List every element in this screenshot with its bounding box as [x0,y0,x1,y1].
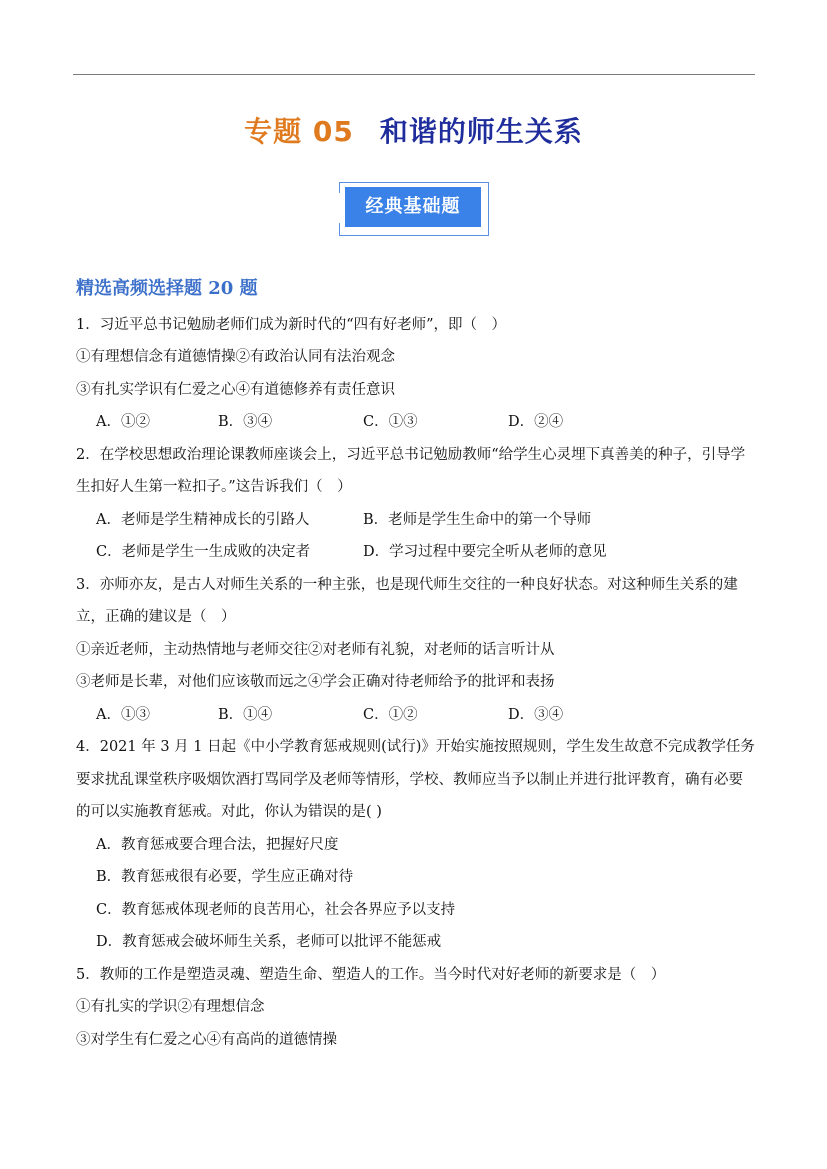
question-4-option-b: B．教育惩戒很有必要，学生应正确对待 [96,869,354,885]
question-4-stem-line-3: 的可以实施教育惩戒。对此，你认为错误的是( ) [76,804,382,820]
question-3-stem-line-2: 立，正确的建议是（ ） [76,609,236,625]
question-2-option-a: A．老师是学生精神成长的引路人 [96,512,310,528]
badge-label: 经典基础题 [345,187,481,227]
title-topic-number: 专题 05 [244,115,354,148]
question-5-statement-2: ③对学生有仁爱之心④有高尚的道德情操 [76,1032,337,1048]
question-2-stem-line-2: 生扣好人生第一粒扣子。”这告诉我们（ ） [76,479,352,495]
question-1-statement-2: ③有扎实学识有仁爱之心④有道德修养有责任意识 [76,382,395,398]
question-1-option-b: B．③④ [218,414,273,430]
question-4-option-a: A．教育惩戒要合理合法，把握好尺度 [96,837,339,853]
question-1-option-a: A．①② [96,414,150,430]
question-3-option-b: B．①④ [218,707,273,723]
question-1-stem: 1．习近平总书记勉励老师们成为新时代的“四有好老师”，即（ ） [76,317,507,333]
difficulty-badge [339,182,489,236]
question-2-stem-line-1: 2．在学校思想政治理论课教师座谈会上，习近平总书记勉励教师“给学生心灵埋下真善美的种子，引导学 [76,447,746,463]
question-4-option-c: C．教育惩戒体现老师的良苦用心，社会各界应予以支持 [96,902,456,918]
question-3-statement-2: ③老师是长辈，对他们应该敬而远之④学会正确对待老师给予的批评和表扬 [76,674,555,690]
question-1-option-d: D．②④ [508,414,564,430]
question-2-option-b: B．老师是学生生命中的第一个导师 [363,512,592,528]
question-3-option-d: D．③④ [508,707,564,723]
question-4-option-d: D．教育惩戒会破坏师生关系，老师可以批评不能惩戒 [96,934,442,950]
question-3-stem-line-1: 3．亦师亦友，是古人对师生关系的一种主张，也是现代师生交往的一种良好状态。对这种师生关系的建 [76,577,738,593]
question-2-option-c: C．老师是学生一生成败的决定者 [96,544,311,560]
question-4-stem-line-2: 要求扰乱课堂秩序吸烟饮酒打骂同学及老师等情形，学校、教师应当予以制止并进行批评教育，确有必要 [76,772,743,788]
title-topic-name: 和谐的师生关系 [379,115,583,148]
question-4-stem-line-1: 4．2021 年 3 月 1 日起《中小学教育惩戒规则(试行)》开始实施按照规则，学生发生故意不完成教学任务 [76,739,755,755]
section-title: 精选高频选择题 20 题 [76,278,258,299]
question-3-option-c: C．①② [363,707,418,723]
question-1-option-c: C．①③ [363,414,418,430]
question-5-stem: 5．教师的工作是塑造灵魂、塑造生命、塑造人的工作。当今时代对好老师的新要求是（ ） [76,967,666,983]
question-5-statement-1: ①有扎实的学识②有理想信念 [76,999,265,1015]
question-1-statement-1: ①有理想信念有道德情操②有政治认同有法治观念 [76,349,395,365]
page-title [0,110,827,150]
header-rule [73,74,755,75]
question-2-option-d: D．学习过程中要完全听从老师的意见 [363,544,607,560]
question-3-option-a: A．①③ [96,707,150,723]
question-3-statement-1: ①亲近老师，主动热情地与老师交往②对老师有礼貌，对老师的话言听计从 [76,642,555,658]
